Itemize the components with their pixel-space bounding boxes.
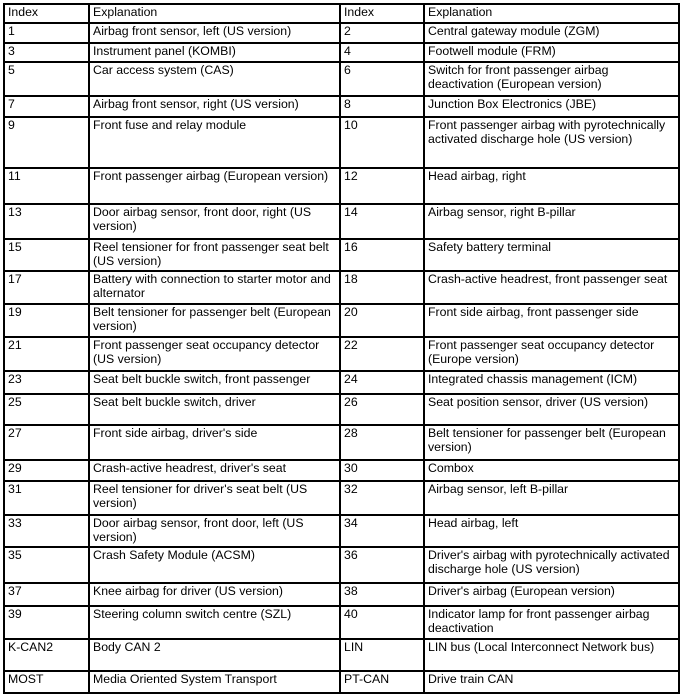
table-row: [4, 481, 679, 515]
explanation-cell: Knee airbag for driver (US version): [89, 583, 340, 606]
explanation-cell: Junction Box Electronics (JBE): [424, 96, 679, 117]
table-row: [4, 583, 679, 606]
index-cell: 4: [340, 43, 424, 62]
index-cell: 21: [4, 337, 89, 371]
table-row: [4, 425, 679, 460]
explanation-cell: Reel tensioner for driver's seat belt (US version): [89, 481, 340, 515]
table-row: [4, 204, 679, 239]
explanation-cell: Front side airbag, front passenger side: [424, 304, 679, 337]
index-cell: PT-CAN: [340, 671, 424, 693]
explanation-cell: Front passenger seat occupancy detector (US version): [89, 337, 340, 371]
explanation-cell: Crash-active headrest, front passenger seat: [424, 271, 679, 304]
explanation-cell: Integrated chassis management (ICM): [424, 371, 679, 394]
explanation-cell: Airbag sensor, left B-pillar: [424, 481, 679, 515]
index-cell: 12: [340, 168, 424, 204]
index-cell: 1: [4, 23, 89, 43]
table-row: [4, 606, 679, 639]
explanation-cell: Crash-active headrest, driver's seat: [89, 460, 340, 481]
table-row: [4, 639, 679, 671]
index-explanation-table: [3, 3, 680, 694]
table-row: [4, 547, 679, 583]
index-cell: 22: [340, 337, 424, 371]
index-cell: 23: [4, 371, 89, 394]
explanation-cell: Switch for front passenger airbag deactivation (European version): [424, 62, 679, 96]
index-cell: 30: [340, 460, 424, 481]
index-cell: 32: [340, 481, 424, 515]
explanation-cell: Steering column switch centre (SZL): [89, 606, 340, 639]
index-cell: 24: [340, 371, 424, 394]
table-row: [4, 239, 679, 271]
explanation-cell: Combox: [424, 460, 679, 481]
index-cell: 14: [340, 204, 424, 239]
explanation-cell: Safety battery terminal: [424, 239, 679, 271]
explanation-cell: Drive train CAN: [424, 671, 679, 693]
index-cell: 40: [340, 606, 424, 639]
explanation-cell: Front fuse and relay module: [89, 117, 340, 168]
explanation-cell: Car access system (CAS): [89, 62, 340, 96]
explanation-cell: Footwell module (FRM): [424, 43, 679, 62]
index-cell: 25: [4, 394, 89, 425]
explanation-cell: Driver's airbag (European version): [424, 583, 679, 606]
explanation-cell: Door airbag sensor, front door, left (US version): [89, 515, 340, 547]
explanation-cell: Front passenger airbag (European version): [89, 168, 340, 204]
table-row: [4, 23, 679, 43]
index-cell: 18: [340, 271, 424, 304]
index-cell: 39: [4, 606, 89, 639]
index-cell: LIN: [340, 639, 424, 671]
explanation-cell: Head airbag, left: [424, 515, 679, 547]
index-cell: 20: [340, 304, 424, 337]
index-cell: 26: [340, 394, 424, 425]
index-cell: 29: [4, 460, 89, 481]
index-cell: K-CAN2: [4, 639, 89, 671]
table-row: [4, 460, 679, 481]
index-cell: 19: [4, 304, 89, 337]
table-row: [4, 394, 679, 425]
index-cell: 35: [4, 547, 89, 583]
index-cell: 16: [340, 239, 424, 271]
index-cell: 15: [4, 239, 89, 271]
explanation-cell: Door airbag sensor, front door, right (US version): [89, 204, 340, 239]
explanation-cell: Airbag sensor, right B-pillar: [424, 204, 679, 239]
table-row: [4, 117, 679, 168]
table-row: [4, 43, 679, 62]
explanation-cell: Indicator lamp for front passenger airbag deactivation: [424, 606, 679, 639]
explanation-cell: Seat belt buckle switch, driver: [89, 394, 340, 425]
index-cell: 8: [340, 96, 424, 117]
explanation-cell: LIN bus (Local Interconnect Network bus): [424, 639, 679, 671]
header-row: [4, 4, 679, 23]
explanation-cell: Airbag front sensor, left (US version): [89, 23, 340, 43]
explanation-cell: Seat position sensor, driver (US version): [424, 394, 679, 425]
table-row: [4, 62, 679, 96]
explanation-cell: Instrument panel (KOMBI): [89, 43, 340, 62]
index-cell: 38: [340, 583, 424, 606]
header-index: Index: [4, 4, 89, 23]
header-explanation: Explanation: [424, 4, 679, 23]
explanation-cell: Reel tensioner for front passenger seat belt (US version): [89, 239, 340, 271]
header-index: Index: [340, 4, 424, 23]
index-cell: 2: [340, 23, 424, 43]
explanation-cell: Central gateway module (ZGM): [424, 23, 679, 43]
table-row: [4, 671, 679, 693]
index-cell: 17: [4, 271, 89, 304]
index-cell: 10: [340, 117, 424, 168]
explanation-cell: Crash Safety Module (ACSM): [89, 547, 340, 583]
index-cell: 31: [4, 481, 89, 515]
explanation-cell: Battery with connection to starter motor and alternator: [89, 271, 340, 304]
table-row: [4, 371, 679, 394]
index-cell: 34: [340, 515, 424, 547]
index-cell: MOST: [4, 671, 89, 693]
index-cell: 3: [4, 43, 89, 62]
table-row: [4, 168, 679, 204]
table-row: [4, 271, 679, 304]
index-cell: 7: [4, 96, 89, 117]
index-cell: 36: [340, 547, 424, 583]
index-cell: 5: [4, 62, 89, 96]
explanation-cell: Belt tensioner for passenger belt (European version): [89, 304, 340, 337]
table-row: [4, 515, 679, 547]
explanation-cell: Body CAN 2: [89, 639, 340, 671]
index-cell: 13: [4, 204, 89, 239]
explanation-cell: Belt tensioner for passenger belt (European version): [424, 425, 679, 460]
index-cell: 6: [340, 62, 424, 96]
explanation-cell: Front passenger airbag with pyrotechnically activated discharge hole (US version): [424, 117, 679, 168]
explanation-cell: Media Oriented System Transport: [89, 671, 340, 693]
table-row: [4, 337, 679, 371]
index-cell: 11: [4, 168, 89, 204]
explanation-cell: Front side airbag, driver's side: [89, 425, 340, 460]
table-row: [4, 96, 679, 117]
header-explanation: Explanation: [89, 4, 340, 23]
index-cell: 28: [340, 425, 424, 460]
index-cell: 37: [4, 583, 89, 606]
explanation-cell: Seat belt buckle switch, front passenger: [89, 371, 340, 394]
table-row: [4, 304, 679, 337]
explanation-cell: Front passenger seat occupancy detector (Europe version): [424, 337, 679, 371]
explanation-cell: Airbag front sensor, right (US version): [89, 96, 340, 117]
index-cell: 27: [4, 425, 89, 460]
explanation-cell: Driver's airbag with pyrotechnically activated discharge hole (US version): [424, 547, 679, 583]
index-cell: 9: [4, 117, 89, 168]
explanation-cell: Head airbag, right: [424, 168, 679, 204]
index-cell: 33: [4, 515, 89, 547]
